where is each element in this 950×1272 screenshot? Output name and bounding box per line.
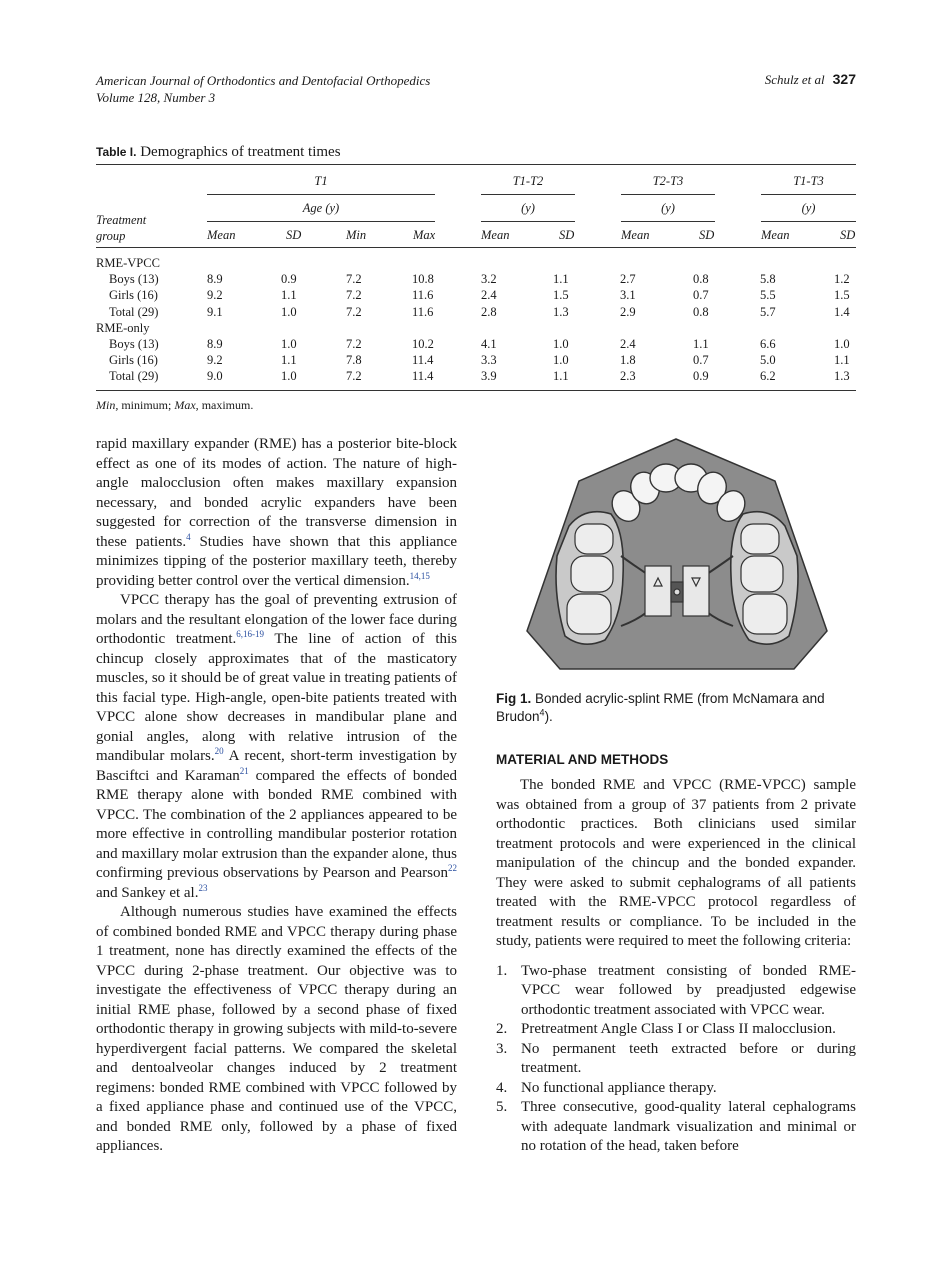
table-cell: 7.2 [346, 288, 362, 303]
unit-rule-t1t3 [761, 221, 856, 222]
span-header-t1t3: T1-T3 [793, 174, 824, 188]
unit-rule-t1 [207, 221, 435, 222]
paragraph [96, 591, 457, 903]
table-cell: 7.8 [346, 353, 362, 368]
text-run: A recent, short-term investigation by Basciftci and Karaman [96, 748, 457, 784]
criteria-number: 3. [496, 1040, 508, 1057]
subheader-sd: SD [699, 228, 715, 242]
table-cell: 1.5 [553, 288, 569, 303]
unit-header-t2t3: (y) [661, 201, 675, 215]
table-footnote [96, 398, 253, 413]
span-header-t1: T1 [314, 174, 328, 188]
table-cell: 7.2 [346, 272, 362, 287]
footnote-max-text: maximum. [198, 398, 254, 412]
citation-link[interactable]: 22 [448, 863, 457, 873]
table-cell: 2.9 [620, 304, 636, 319]
table-cell: 5.5 [760, 288, 776, 303]
table-cell: 9.2 [207, 288, 223, 303]
table-cell: 9.0 [207, 369, 223, 384]
table-cell: 10.8 [412, 272, 434, 287]
paragraph [96, 435, 457, 591]
table-cell: 5.0 [760, 353, 776, 368]
citation-link[interactable]: 20 [214, 746, 224, 756]
criteria-text: No functional appliance therapy. [521, 1079, 717, 1096]
table-cell: 1.0 [281, 369, 297, 384]
row-label: Total (29) [109, 304, 159, 319]
table-top-rule [96, 164, 856, 165]
criteria-item [496, 1040, 856, 1079]
criteria-text: Three consecutive, good-quality lateral cephalograms with adequate landmark visualization and minimal or no rotation of the head, taken before [521, 1099, 856, 1154]
criteria-number: 2. [496, 1021, 508, 1037]
subheader-max: Max [413, 228, 436, 242]
table-cell: 2.3 [620, 369, 636, 384]
citation-link[interactable]: 14,15 [409, 570, 430, 581]
span-rule-t2t3 [621, 194, 715, 195]
criteria-item [496, 962, 856, 1021]
figure-label: Fig 1. [496, 691, 532, 706]
row-label: Boys (13) [109, 337, 159, 351]
table-cell: 7.2 [346, 304, 362, 319]
subheader-sd: SD [559, 228, 575, 242]
table-cell: 1.1 [834, 353, 850, 368]
table-cell: 1.1 [553, 272, 569, 287]
table-cell: 10.2 [412, 337, 434, 351]
table-cell: 2.4 [620, 337, 636, 351]
table-cell: 3.2 [481, 272, 497, 287]
table-cell: 3.1 [620, 288, 636, 303]
table-cell: 7.2 [346, 337, 362, 351]
figure-caption-text: Bonded acrylic-splint RME (from McNamara and Brudon [496, 691, 825, 724]
table-cell: 8.9 [207, 337, 223, 351]
unit-header-t1t3: (y) [801, 201, 816, 215]
section-heading: MATERIAL AND METHODS [496, 752, 669, 767]
span-header-t2t3: T2-T3 [652, 174, 684, 188]
criteria-number: 4. [496, 1079, 508, 1096]
unit-rule-t2t3 [621, 221, 715, 222]
table-cell: 0.8 [693, 272, 709, 287]
expander-illustration [525, 436, 829, 672]
table-cell: 0.9 [693, 369, 709, 384]
figure-caption [496, 690, 858, 726]
footnote-min-abbr: Min, [96, 398, 119, 412]
footnote-min-text: minimum; [118, 398, 175, 412]
table-label: Table I. [96, 145, 137, 159]
table-cell: 1.1 [281, 288, 297, 303]
group-column-header [96, 212, 146, 244]
table-cell: 5.7 [760, 304, 776, 319]
table-cell: 1.0 [553, 337, 569, 351]
unit-header-t1t2: (y) [521, 201, 535, 215]
table-title: Demographics of treatment times [140, 144, 341, 160]
criteria-text: Pretreatment Angle Class I or Class II malocclusion. [521, 1021, 836, 1037]
footnote-max-abbr: Max, [174, 398, 199, 412]
table-cell: 1.3 [553, 304, 569, 319]
subheader-mean: Mean [481, 228, 510, 242]
citation-link[interactable]: 4 [539, 707, 545, 718]
criteria-text: Two-phase treatment consisting of bonded RME-VPCC wear followed by preadjusted edgewise orthodontic treatment associated with VPCC wear. [521, 962, 856, 1018]
table-cell: 9.1 [207, 304, 223, 319]
table-cell: 1.1 [693, 337, 709, 351]
table-header-rule [96, 247, 856, 248]
table-bottom-rule [96, 390, 856, 391]
table-cell: 11.6 [412, 304, 434, 319]
span-rule-t1t3 [761, 194, 856, 195]
table-cell: 9.2 [207, 353, 223, 368]
table-cell: 1.0 [834, 337, 850, 351]
table-cell: 8.9 [207, 272, 223, 287]
figure-caption-end: ). [544, 709, 553, 724]
table-row [96, 369, 856, 385]
subheader-mean: Mean [761, 228, 790, 242]
criteria-number: 1. [496, 962, 508, 979]
criteria-item [496, 1020, 856, 1040]
table-cell: 1.3 [834, 369, 850, 384]
text-run: and Sankey et al. [96, 884, 199, 901]
table-row [96, 305, 856, 321]
subheader-mean: Mean [621, 228, 650, 242]
table-cell: 0.7 [693, 353, 709, 368]
table-cell: 0.8 [693, 304, 709, 319]
table-cell: 1.2 [834, 272, 850, 287]
table-cell: 6.6 [760, 337, 776, 351]
author-name: Schulz et al [764, 72, 825, 87]
criteria-number: 5. [496, 1099, 508, 1115]
citation-link[interactable]: 4 [186, 531, 191, 542]
table-cell: 0.9 [281, 272, 297, 287]
table-cell: 1.0 [553, 353, 569, 368]
table-cell: 11.4 [412, 353, 434, 368]
left-text-column [96, 435, 457, 1157]
table-cell: 2.4 [481, 288, 497, 303]
group-header-line1: Treatment [96, 213, 147, 227]
table-cell: 1.0 [281, 304, 297, 319]
criteria-list [496, 962, 856, 1157]
running-author [765, 71, 856, 88]
row-label: Boys (13) [109, 272, 159, 287]
criteria-text: No permanent teeth extracted before or during treatment. [521, 1040, 856, 1076]
unit-header-t1: Age (y) [302, 201, 340, 215]
table-cell: 7.2 [346, 369, 362, 384]
table-row [96, 272, 856, 288]
table-cell: 11.4 [412, 369, 434, 384]
table-cell: 11.6 [412, 288, 434, 303]
row-label: Girls (16) [109, 353, 158, 368]
table-row [96, 337, 856, 353]
table-cell: 6.2 [760, 369, 776, 384]
table-row [96, 288, 856, 304]
row-label: Total (29) [109, 369, 159, 384]
table-cell: 4.1 [481, 337, 497, 351]
table-cell: 3.9 [481, 369, 497, 384]
citation-link[interactable]: 6,16-19 [236, 629, 264, 639]
table-cell: 3.3 [481, 353, 497, 368]
table-cell: 1.4 [834, 304, 850, 319]
span-rule-t1 [207, 194, 435, 195]
text-run: The line of action of this chincup closely approximates that of the masticatory muscles, so it should be of great value in treating patients of this facial type. High-angle, open-bite patients treated with VPCC alone show decreases in mandibular plane and gonial angles, along with relative intrusion of the mandibular molars. [96, 631, 458, 764]
journal-volume: Volume 128, Number 3 [96, 90, 216, 105]
table-caption [96, 144, 341, 161]
text-run: Studies have shown that this appliance minimizes tipping of the posterior maxillary teeth, thereby providing better control over the vertical dimension. [96, 533, 457, 589]
group-header-line2: group [96, 229, 126, 243]
table-row [96, 353, 856, 369]
table-cell: 0.7 [693, 288, 709, 303]
table-cell: 1.1 [553, 369, 569, 384]
page-number: 327 [832, 71, 856, 87]
table-cell: 1.1 [281, 353, 297, 368]
subheader-sd: SD [840, 228, 856, 242]
subheader-min: Min [346, 228, 367, 242]
span-header-t1t2: T1-T2 [512, 174, 544, 188]
table-group-label: RME-only [96, 320, 150, 335]
citation-link[interactable]: 23 [198, 882, 208, 893]
subheader-sd: SD [286, 228, 302, 242]
text-run: compared the effects of bonded RME therapy alone with bonded RME combined with VPCC. The combination of the 2 appliances appeared to be more effective in controlling mandibular posterior rotation and maxillary molar extrusion than the expander alone, thus confirming previous observations by Pearson and Pearson [96, 767, 457, 881]
row-label: Girls (16) [109, 288, 158, 303]
table-cell: 2.7 [620, 272, 636, 287]
text-run: rapid maxillary expander (RME) has a posterior bite-block effect as one of its modes of action. The nature of high-angle malocclusion often makes maxillary expansion necessary, and bonded acrylic expanders have been suggested for correction of the transverse dimension in these patients. [96, 436, 457, 550]
criteria-item [496, 1098, 856, 1157]
unit-rule-t1t2 [481, 221, 575, 222]
table-cell: 1.5 [834, 288, 850, 303]
paragraph: The bonded RME and VPCC (RME-VPCC) sample was obtained from a group of 37 patients from 2 private orthodontic practices. Both clinicians used similar treatment protocols and were experienced in the clinical manipulation of the chincup and the bonded expander. They were asked to submit cephalograms of all patients treated with the RME-VPCC protocol regardless of treatment results or compliance. To be included in the study, patients were required to meet the following criteria: [496, 777, 856, 949]
right-text-column [496, 776, 856, 1157]
span-rule-t1t2 [481, 194, 575, 195]
table-cell: 2.8 [481, 304, 497, 319]
subheader-mean: Mean [207, 228, 236, 242]
journal-name: American Journal of Orthodontics and Dentofacial Orthopedics [96, 73, 431, 88]
criteria-item [496, 1079, 856, 1099]
table-group-label: RME-VPCC [96, 256, 160, 270]
citation-link[interactable]: 21 [239, 765, 249, 776]
text-run: VPCC therapy has the goal of preventing extrusion of molars and the resultant elongation of the lower face during orthodontic treatment. [96, 592, 457, 647]
table-cell: 1.0 [281, 337, 297, 351]
table-cell: 1.8 [620, 353, 636, 368]
paragraph: Although numerous studies have examined the effects of combined bonded RME and VPCC therapy during phase 1 treatment, none has directly examined the effects of the VPCC during 2-phase treatment. Our objective was to investigate the effectiveness of VPCC therapy during an initial RME phase, followed by a second phase of fixed orthodontic therapy in growing subjects with mild-to-severe hyperdivergent facial patterns. We compared the skeletal and dentoalveolar changes induced by 2 treatment regimens: bonded RME combined with VPCC followed by a fixed appliance phase and continued use of the VPCC, and bonded RME only, followed by a phase of fixed appliances. [96, 904, 457, 1154]
table-cell: 5.8 [760, 272, 776, 287]
